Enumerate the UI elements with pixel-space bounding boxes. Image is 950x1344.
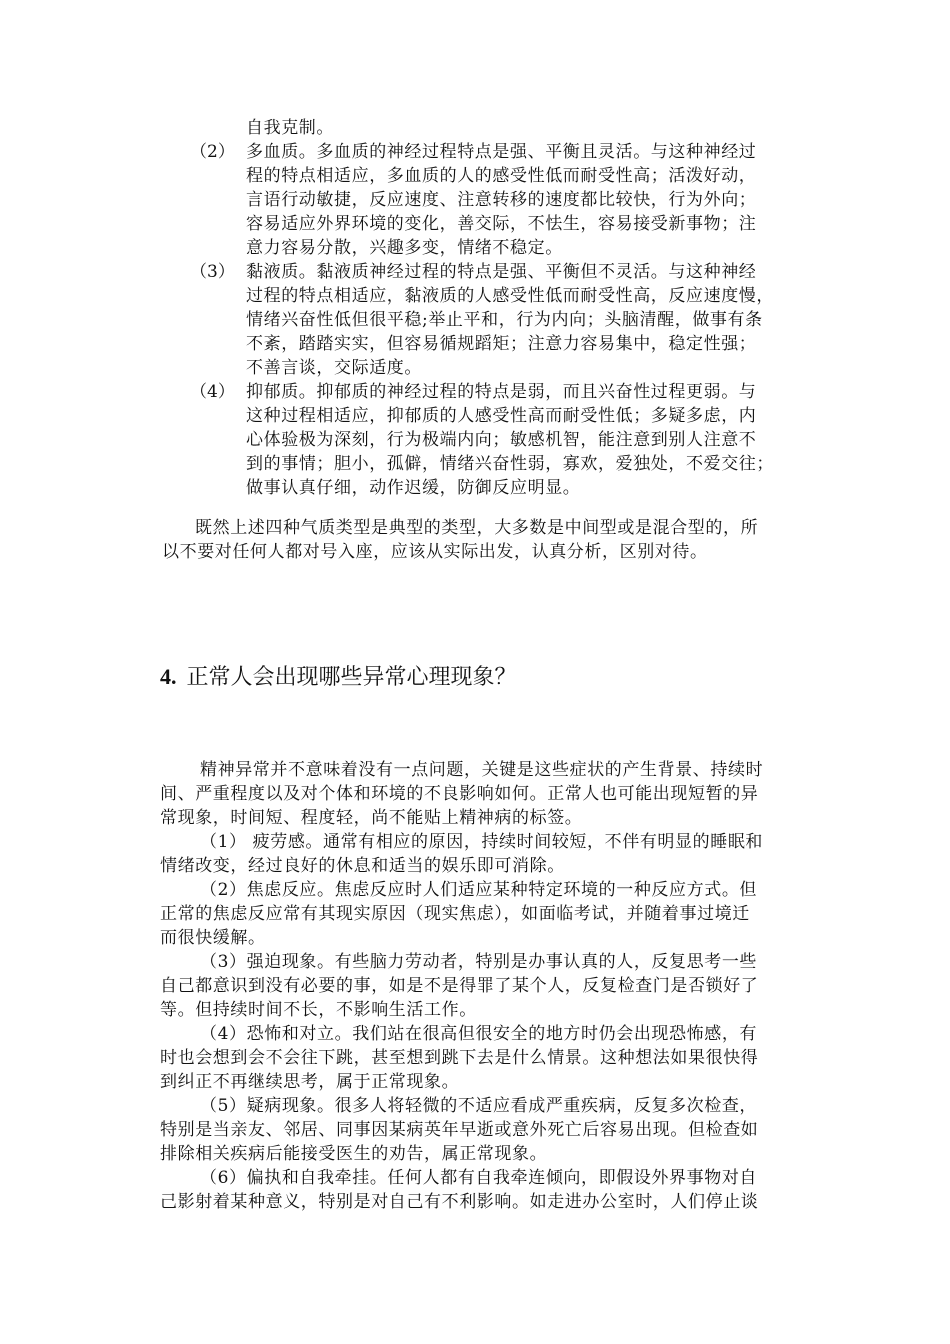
list-item-line: 言语行动敏捷，反应速度、注意转移的速度都比较快，行为外向； (246, 190, 757, 210)
paragraph-line: 时也会想到会不会往下跳，甚至想到跳下去是什么情景。这种想法如果很快得 (160, 1048, 759, 1068)
paragraph-line: 己影射着某种意义，特别是对自己有不利影响。如走进办公室时，人们停止谈 (160, 1192, 759, 1212)
list-item-number: （4） (190, 382, 235, 402)
list-item-number: （2） (190, 142, 235, 162)
list-item-line: 多血质。多血质的神经过程特点是强、平衡且灵活。与这种神经过 (246, 142, 757, 162)
list-item-line: 自我克制。 (246, 118, 334, 138)
paragraph-line: 正常的焦虑反应常有其现实原因（现实焦虑），如面临考试，并随着事过境迁 (160, 904, 750, 924)
list-item-number: （3） (190, 262, 235, 282)
paragraph-line: 等。但持续时间不长，不影响生活工作。 (160, 1000, 477, 1020)
paragraph-line: （4）恐怖和对立。我们站在很高但很安全的地方时仍会出现恐怖感，有 (200, 1024, 758, 1044)
list-item-line: 程的特点相适应，多血质的人的感受性低而耐受性高；活泼好动， (246, 166, 757, 186)
list-item-line: 这种过程相适应，抑郁质的人感受性高而耐受性低；多疑多虑，内 (246, 406, 757, 426)
paragraph-line: （3）强迫现象。有些脑力劳动者，特别是办事认真的人，反复思考一些 (200, 952, 758, 972)
paragraph-line: 到纠正不再继续思考，属于正常现象。 (160, 1072, 460, 1092)
paragraph-line: （2）焦虑反应。焦虑反应时人们适应某种特定环境的一种反应方式。但 (200, 880, 758, 900)
list-item-line: 容易适应外界环境的变化，善交际，不怯生，容易接受新事物；注 (246, 214, 757, 234)
paragraph-line: 情绪改变，经过良好的休息和适当的娱乐即可消除。 (160, 856, 565, 876)
list-item-line: 心体验极为深刻，行为极端内向；敏感机智，能注意到别人注意不 (246, 430, 757, 450)
list-item-line: 到的事情；胆小，孤僻，情绪兴奋性弱，寡欢，爱独处，不爱交往； (246, 454, 774, 474)
list-item-line: 意力容易分散，兴趣多变，情绪不稳定。 (246, 238, 563, 258)
list-item-line: 做事认真仔细，动作迟缓，防御反应明显。 (246, 478, 581, 498)
paragraph-line: 自己都意识到没有必要的事，如是不是得罪了某个人，反复检查门是否锁好了 (160, 976, 759, 996)
list-item-line: 情绪兴奋性低但很平稳;举止平和，行为内向；头脑清醒，做事有条 (246, 310, 763, 330)
paragraph-line: （1） 疲劳感。通常有相应的原因，持续时间较短，不伴有明显的睡眠和 (200, 832, 764, 852)
paragraph-line: （5）疑病现象。很多人将轻微的不适应看成严重疾病，反复多次检查， (200, 1096, 758, 1116)
section-heading (160, 662, 517, 693)
list-item-line: 抑郁质。抑郁质的神经过程的特点是弱，而且兴奋性过程更弱。与 (246, 382, 757, 402)
paragraph-line: 精神异常并不意味着没有一点问题，关键是这些症状的产生背景、持续时 (200, 760, 764, 780)
list-item-line: 黏液质。黏液质神经过程的特点是强、平衡但不灵活。与这种神经 (246, 262, 757, 282)
paragraph-line: 而很快缓解。 (160, 928, 266, 948)
list-item-line: 过程的特点相适应，黏液质的人感受性低而耐受性高，反应速度慢， (246, 286, 774, 306)
paragraph-line: 特别是当亲友、邻居、同事因某病英年早逝或意外死亡后容易出现。但检查如 (160, 1120, 759, 1140)
paragraph-line: 常现象，时间短、程度轻，尚不能贴上精神病的标签。 (160, 808, 583, 828)
paragraph-line: 间、严重程度以及对个体和环境的不良影响如何。正常人也可能出现短暂的异 (160, 784, 759, 804)
list-item-line: 不善言谈，交际适度。 (246, 358, 422, 378)
summary-line: 以不要对任何人都对号入座，应该从实际出发，认真分析，区别对待。 (162, 542, 708, 562)
list-item-line: 不紊，踏踏实实，但容易循规蹈矩；注意力容易集中，稳定性强； (246, 334, 757, 354)
section-number: 4. (160, 664, 177, 689)
summary-line: 既然上述四种气质类型是典型的类型，大多数是中间型或是混合型的，所 (195, 518, 759, 538)
paragraph-line: 排除相关疾病后能接受医生的劝告，属正常现象。 (160, 1144, 548, 1164)
section-title: 正常人会出现哪些异常心理现象？ (186, 665, 517, 690)
paragraph-line: （6）偏执和自我牵挂。任何人都有自我牵连倾向，即假设外界事物对自 (200, 1168, 758, 1188)
